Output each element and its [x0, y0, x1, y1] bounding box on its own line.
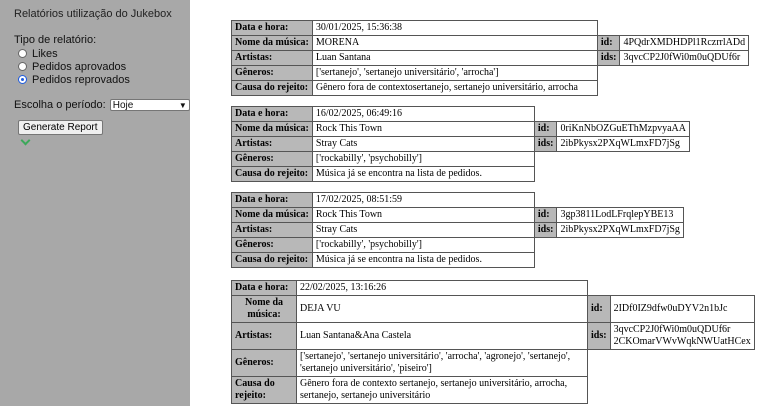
radio-rejected-input[interactable] — [18, 75, 27, 84]
radio-approved[interactable] — [18, 60, 190, 73]
radio-rejected[interactable] — [18, 73, 190, 86]
ids-label: ids: — [534, 223, 557, 238]
artists-label: Artistas: — [232, 51, 313, 66]
id-label: id: — [534, 208, 557, 223]
reason-label: Causa do rejeito: — [232, 377, 297, 404]
song-label: Nome da música: — [232, 122, 313, 137]
song-value: Rock This Town — [312, 208, 534, 223]
artists-label: Artistas: — [232, 137, 313, 152]
ids-value: 3qvcCP2J0fWi0m0uQDUf6r — [620, 51, 749, 66]
reason-value: Gênero fora de contextosertanejo, sertanejo universitário, arrocha — [312, 81, 597, 96]
date-label: Data e hora: — [232, 107, 313, 122]
record-row-song — [232, 36, 749, 51]
record-row-genres — [232, 66, 749, 81]
song-label: Nome da música: — [232, 296, 297, 323]
artists-value: Luan Santana — [312, 51, 597, 66]
artists-label: Artistas: — [232, 223, 313, 238]
genres-value: ['sertanejo', 'sertanejo universitário', 'arrocha'] — [312, 66, 597, 81]
radio-rejected-label: Pedidos reprovados — [32, 73, 130, 86]
reason-label: Causa do rejeito: — [232, 253, 313, 268]
date-value: 16/02/2025, 06:49:16 — [312, 107, 534, 122]
radio-approved-input[interactable] — [18, 62, 27, 71]
period-label: Escolha o período: — [14, 99, 106, 111]
record-row-reason — [232, 81, 749, 96]
sidebar — [0, 0, 190, 406]
chevron-down-icon: ▼ — [178, 100, 187, 110]
id-label: id: — [534, 122, 557, 137]
radio-approved-label: Pedidos aprovados — [32, 60, 127, 73]
genres-value: ['rockabilly', 'psychobilly'] — [312, 152, 534, 167]
artists-label: Artistas: — [232, 323, 297, 350]
record-row-artists — [232, 51, 749, 66]
record-table — [231, 280, 755, 404]
ids-label: ids: — [597, 51, 620, 66]
period-row — [14, 99, 190, 111]
ids-value-line: 3qvcCP2J0fWi0m0uQDUf6r — [613, 324, 731, 335]
ids-value: 2ibPkysx2PXqWLmxFD7jSg — [557, 223, 683, 238]
genres-value: ['sertanejo', 'sertanejo universitário', 'arrocha', 'agronejo', 'sertanejo', 'sertanejo universitário', 'piseiro'] — [297, 350, 588, 377]
check-icon — [21, 136, 31, 146]
ids-label: ids: — [534, 137, 557, 152]
artists-value: Stray Cats — [312, 223, 534, 238]
artists-value: Stray Cats — [312, 137, 534, 152]
record-row-date — [232, 21, 749, 36]
id-value: 0riKnNbOZGuEThMzpvyaAA — [557, 122, 690, 137]
genres-label: Gêneros: — [232, 152, 313, 167]
id-label: id: — [597, 36, 620, 51]
radio-likes-input[interactable] — [18, 49, 27, 58]
radio-likes-label: Likes — [32, 47, 58, 60]
period-select-value: Hoje — [112, 99, 134, 111]
song-label: Nome da música: — [232, 208, 313, 223]
sidebar-title: Relatórios utilização do Jukebox — [14, 8, 172, 20]
record-table — [231, 106, 690, 182]
id-value: 4PQdrXMDHDPl1RczrrlADd — [620, 36, 749, 51]
genres-label: Gêneros: — [232, 238, 313, 253]
id-value: 2IDf0IZ9dfw0uDYV2n1bJc — [610, 296, 754, 323]
song-label: Nome da música: — [232, 36, 313, 51]
reason-label: Causa do rejeito: — [232, 81, 313, 96]
report-type-label: Tipo de relatório: — [14, 34, 97, 46]
genres-label: Gêneros: — [232, 66, 313, 81]
ids-value — [610, 323, 754, 350]
genres-value: ['rockabilly', 'psychobilly'] — [312, 238, 534, 253]
record-table — [231, 192, 684, 268]
period-select[interactable] — [110, 99, 190, 111]
date-value: 22/02/2025, 13:16:26 — [297, 281, 588, 296]
date-value: 30/01/2025, 15:36:38 — [312, 21, 597, 36]
reason-value: Música já se encontra na lista de pedidos. — [312, 167, 534, 182]
date-label: Data e hora: — [232, 193, 313, 208]
genres-label: Gêneros: — [232, 350, 297, 377]
date-label: Data e hora: — [232, 21, 313, 36]
record-table — [231, 20, 749, 96]
id-label: id: — [588, 296, 611, 323]
date-value: 17/02/2025, 08:51:59 — [312, 193, 534, 208]
radio-likes[interactable] — [18, 47, 190, 60]
id-value: 3gp3811LodLFrqlepYBE13 — [557, 208, 683, 223]
date-label: Data e hora: — [232, 281, 297, 296]
ids-label: ids: — [588, 323, 611, 350]
song-value: Rock This Town — [312, 122, 534, 137]
artists-value: Luan Santana&Ana Castela — [297, 323, 588, 350]
song-value: DEJA VU — [297, 296, 588, 323]
reason-value: Música já se encontra na lista de pedidos. — [312, 253, 534, 268]
report-content — [190, 0, 768, 406]
reason-value: Gênero fora de contexto sertanejo, sertanejo universitário, arrocha, sertanejo, sertanejo universitário — [297, 377, 588, 404]
reason-label: Causa do rejeito: — [232, 167, 313, 182]
ids-value-line: 2CKOmarVWvWqkNWUatHCex — [613, 336, 751, 347]
song-value: MORENA — [312, 36, 597, 51]
generate-report-button[interactable]: Generate Report — [18, 120, 103, 135]
ids-value: 2ibPkysx2PXqWLmxFD7jSg — [557, 137, 690, 152]
